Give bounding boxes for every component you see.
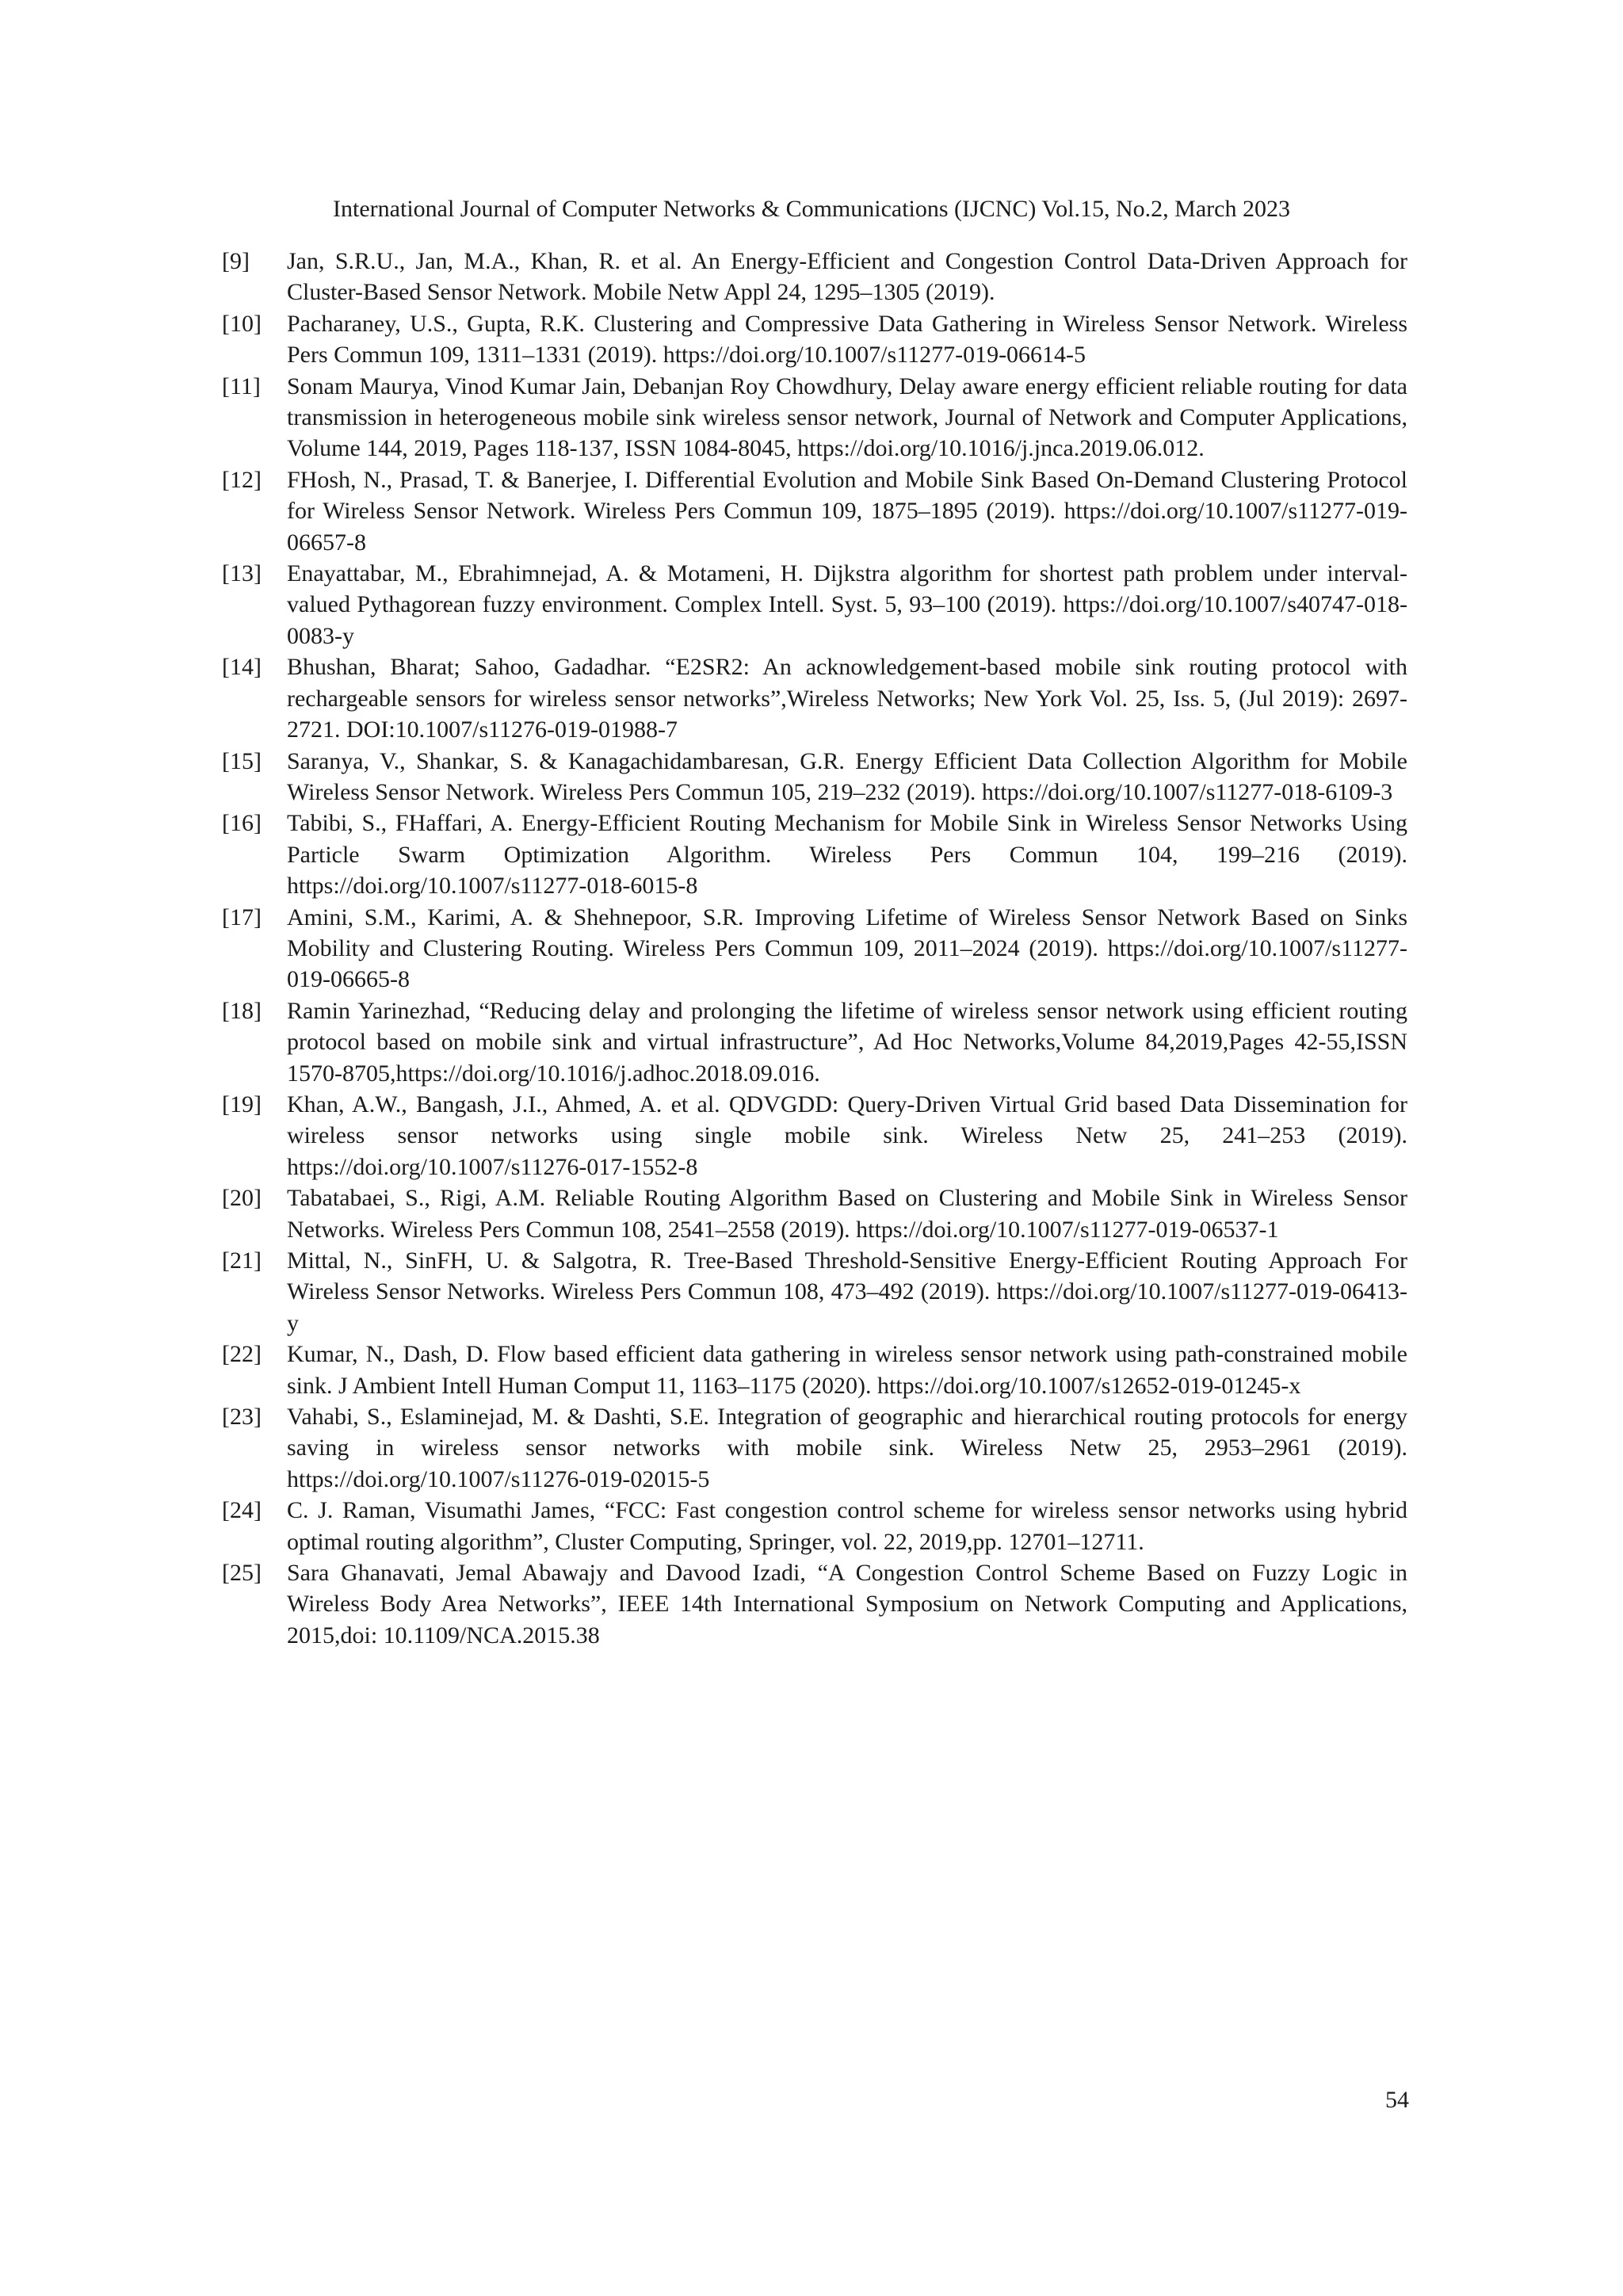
reference-number: [24] — [222, 1497, 262, 1524]
reference-number: [22] — [222, 1341, 262, 1368]
reference-number: [15] — [222, 747, 262, 774]
reference-text: Sara Ghanavati, Jemal Abawajy and Davood Izadi, “A Congestion Control Scheme Based on Fuzzy Logic in Wireless Body Area Networks”, IEEE 14th International Symposium on Network Computing and Applications, 2015,doi: 10.1109/NCA.2015.38 — [287, 1560, 1407, 1648]
reference-item — [222, 246, 1407, 308]
reference-text: C. J. Raman, Visumathi James, “FCC: Fast congestion control scheme for wireless sensor networks using hybrid optimal routing algorithm”, Cluster Computing, Springer, vol. 22, 2019,pp. 12701–12711. — [287, 1497, 1407, 1555]
reference-item — [222, 308, 1407, 371]
reference-text: Tabibi, S., FHaffari, A. Energy-Efficient Routing Mechanism for Mobile Sink in Wireless Sensor Networks Using Particle Swarm Optimization Algorithm. Wireless Pers Commun 104, 199–216 (2019). https://doi.org/10.1007/s11277-018-6015-8 — [287, 810, 1407, 900]
reference-text: Tabatabaei, S., Rigi, A.M. Reliable Routing Algorithm Based on Clustering and Mobile Sink in Wireless Sensor Networks. Wireless Pers Commun 108, 2541–2558 (2019). https://doi.org/10.1007/s11277-019-06537-1 — [287, 1185, 1407, 1243]
reference-number: [13] — [222, 560, 262, 587]
reference-text: Enayattabar, M., Ebrahimnejad, A. & Motameni, H. Dijkstra algorithm for shortest path problem under interval-valued Pythagorean fuzzy environment. Complex Intell. Syst. 5, 93–100 (2019). https://doi.org/10.1007/s40747-018-0083-y — [287, 560, 1407, 649]
reference-item — [222, 808, 1407, 901]
reference-item — [222, 1089, 1407, 1182]
reference-number: [12] — [222, 466, 262, 493]
reference-number: [23] — [222, 1404, 262, 1431]
reference-text: Mittal, N., SinFH, U. & Salgotra, R. Tree-Based Threshold-Sensitive Energy-Efficient Routing Approach For Wireless Sensor Networks. Wireless Pers Commun 108, 473–492 (2019). https://doi.org/10.1007/s11277-019-06413-y — [287, 1247, 1407, 1336]
reference-text: Pacharaney, U.S., Gupta, R.K. Clustering and Compressive Data Gathering in Wireless Sensor Network. Wireless Pers Commun 109, 1311–1331 (2019). https://doi.org/10.1007/s11277-019-06614-5 — [287, 310, 1407, 369]
reference-number: [16] — [222, 810, 262, 837]
reference-item — [222, 464, 1407, 558]
reference-text: Saranya, V., Shankar, S. & Kanagachidambaresan, G.R. Energy Efficient Data Collection Algorithm for Mobile Wireless Sensor Network. Wireless Pers Commun 105, 219–232 (2019). https://doi.org/10.1007/s11277-018-6109-3 — [287, 747, 1407, 805]
reference-number: [21] — [222, 1247, 262, 1274]
reference-list — [222, 246, 1407, 1651]
reference-number: [10] — [222, 310, 262, 337]
reference-text: Vahabi, S., Eslaminejad, M. & Dashti, S.E. Integration of geographic and hierarchical routing protocols for energy saving in wireless sensor networks with mobile sink. Wireless Netw 25, 2953–2961 (2019). https://doi.org/10.1007/s11276-019-02015-5 — [287, 1404, 1407, 1492]
reference-number: [20] — [222, 1185, 262, 1212]
page-number: 54 — [1385, 2087, 1409, 2113]
reference-item — [222, 1245, 1407, 1339]
reference-text: Sonam Maurya, Vinod Kumar Jain, Debanjan Roy Chowdhury, Delay aware energy efficient reliable routing for data transmission in heterogeneous mobile sink wireless sensor network, Journal of Network and Computer Applications, Volume 144, 2019, Pages 118-137, ISSN 1084-8045, https://doi.org/10.1016/j.jnca.2019.06.012. — [287, 372, 1407, 462]
reference-item — [222, 1401, 1407, 1495]
reference-item — [222, 746, 1407, 808]
reference-number: [9] — [222, 248, 250, 274]
reference-item — [222, 902, 1407, 995]
reference-text: Amini, S.M., Karimi, A. & Shehnepoor, S.R. Improving Lifetime of Wireless Sensor Network Based on Sinks Mobility and Clustering Routing. Wireless Pers Commun 109, 2011–2024 (2019). https://doi.org/10.1007/s11277-019-06665-8 — [287, 904, 1407, 993]
reference-text: Bhushan, Bharat; Sahoo, Gadadhar. “E2SR2: An acknowledgement-based mobile sink routing protocol with rechargeable sensors for wireless sensor networks”,Wireless Networks; New York Vol. 25, Iss. 5, (Jul 2019): 2697-2721. DOI:10.1007/s11276-019-01988-7 — [287, 654, 1407, 743]
reference-item — [222, 1339, 1407, 1401]
reference-text: Kumar, N., Dash, D. Flow based efficient data gathering in wireless sensor network using path-constrained mobile sink. J Ambient Intell Human Comput 11, 1163–1175 (2020). https://doi.org/10.1007/s12652-019-01245-x — [287, 1341, 1407, 1399]
reference-item — [222, 651, 1407, 745]
reference-number: [25] — [222, 1560, 262, 1587]
reference-item — [222, 371, 1407, 464]
reference-number: [19] — [222, 1091, 262, 1117]
reference-item — [222, 1557, 1407, 1651]
reference-item — [222, 1182, 1407, 1245]
reference-number: [17] — [222, 904, 262, 930]
reference-number: [11] — [222, 372, 261, 399]
running-header: International Journal of Computer Networks & Communications (IJCNC) Vol.15, No.2, March 2023 — [333, 196, 1290, 222]
reference-text: Khan, A.W., Bangash, J.I., Ahmed, A. et al. QDVGDD: Query-Driven Virtual Grid based Data Dissemination for wireless sensor networks using single mobile sink. Wireless Netw 25, 241–253 (2019). https://doi.org/10.1007/s11276-017-1552-8 — [287, 1091, 1407, 1180]
reference-text: Jan, S.R.U., Jan, M.A., Khan, R. et al. An Energy-Efficient and Congestion Control Data-Driven Approach for Cluster-Based Sensor Network. Mobile Netw Appl 24, 1295–1305 (2019). — [287, 248, 1407, 306]
reference-number: [14] — [222, 654, 262, 681]
reference-item — [222, 995, 1407, 1089]
reference-number: [18] — [222, 997, 262, 1024]
reference-item — [222, 1495, 1407, 1557]
reference-text: FHosh, N., Prasad, T. & Banerjee, I. Differential Evolution and Mobile Sink Based On-Demand Clustering Protocol for Wireless Sensor Network. Wireless Pers Commun 109, 1875–1895 (2019). https://doi.org/10.1007/s11277-019-06657-8 — [287, 466, 1407, 556]
reference-text: Ramin Yarinezhad, “Reducing delay and prolonging the lifetime of wireless sensor network using efficient routing protocol based on mobile sink and virtual infrastructure”, Ad Hoc Networks,Volume 84,2019,Pages 42-55,ISSN 1570-8705,https://doi.org/10.1016/j.adhoc.2018.09.016. — [287, 997, 1407, 1087]
reference-item — [222, 558, 1407, 651]
